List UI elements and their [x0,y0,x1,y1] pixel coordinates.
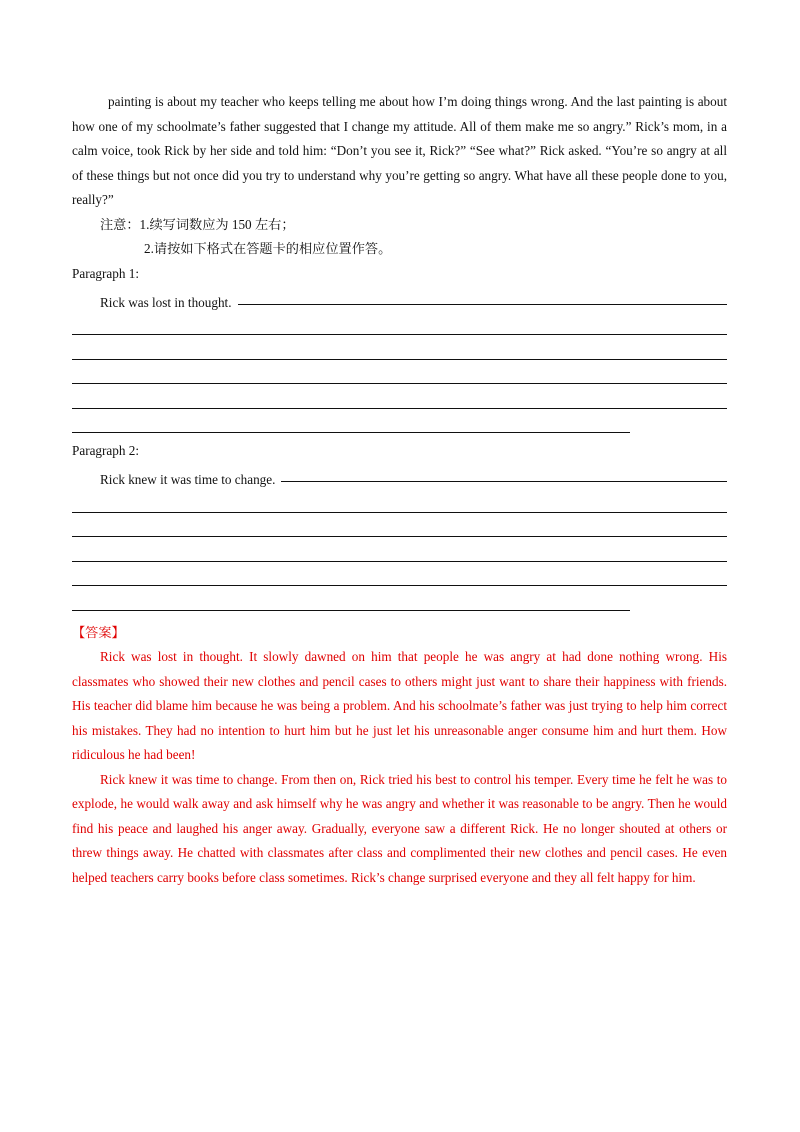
writing-blank [238,304,727,305]
writing-line-short [72,586,630,611]
writing-blank [281,481,727,482]
paragraph-1-lead-line [72,286,727,311]
paragraph-1-lead-text: Rick was lost in thought. [100,294,232,310]
paragraph-1-label: Paragraph 1: [72,265,140,281]
paragraph-2-lead-line [72,464,727,489]
writing-line [72,488,727,513]
writing-line [72,335,727,360]
note-line-1: 注意：1.续写词数应为 150 左右； [100,216,295,232]
answer-paragraph-2: Rick knew it was time to change. From then on, Rick tried his best to control his temper. Every time he felt he was to explode, he would walk away and ask himself why he was angry and whether it was reasonable to be angry. Then he would find his peace and laughed his anger away. Gradually, everyone saw a different Rick. He no longer shouted at others or threw things away. He chatted with classmates after class and complimented their new clothes and pencil cases. He even helped teachers carry books before class sometimes. Rick’s change surprised everyone and they all felt happy for him. [72,771,727,885]
writing-line [72,311,727,336]
answer-paragraph-1: Rick was lost in thought. It slowly dawned on him that people he was angry at had done nothing wrong. His classmates who showed their new clothes and pencil cases to others might just want to share their happiness with friends. His teacher did blame him because he was being a problem. And his schoolmate’s father was just trying to help him correct his mistakes. They had no intention to hurt him but he just let his unreasonable anger consume him and hurt them. How ridiculous he had been! [72,649,727,762]
paragraph-2-label: Paragraph 2: [72,443,140,458]
writing-line [72,360,727,385]
paragraph-2-lead-text: Rick knew it was time to change. [100,472,276,487]
writing-line [72,384,727,409]
writing-line-short [72,409,630,434]
writing-line [72,562,727,587]
writing-line [72,513,727,538]
note-line-2: 2.请按如下格式在答题卡的相应位置作答。 [144,241,392,256]
document-page [72,90,727,890]
passage-text: painting is about my teacher who keeps telling me about how I’m doing things wrong. And the last painting is about how one of my schoolmate’s father suggested that I change my attitude. All of them make me so angry.” Rick’s mom, in a calm voice, took Rick by her side and told him: “Don’t you see it, Rick?” “See what?” Rick asked. “You’re so angry at all of these things but not once did you try to understand why you’re getting so angry. What have all these people done to you, really?” [72,94,727,207]
writing-line [72,537,727,562]
answer-heading: 【答案】 [72,624,125,640]
